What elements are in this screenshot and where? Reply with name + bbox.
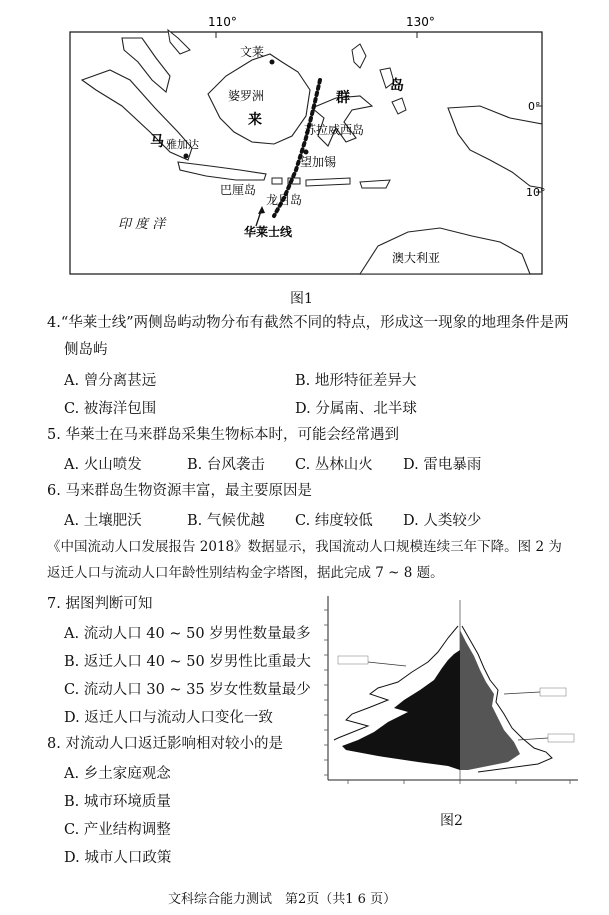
page-footer: 文科综合能力测试 第2页（共1 6 页） [168,892,397,907]
q6-option-d: D. 人类较少 [403,513,482,529]
lat-label-10: 10° [526,186,546,199]
q4-option-b: B. 地形特征差异大 [295,373,417,389]
q4-option-d: D. 分属南、北半球 [295,401,417,417]
label-dao: 岛 [390,78,404,94]
pyramid-figure [308,590,588,795]
map-caption: 图1 [290,291,313,307]
q7-option-a: A. 流动人口 40 ~ 50 岁男性数量最多 [64,626,311,642]
q7-stem: 7. 据图判断可知 [47,596,153,612]
q4-stem-line1: 4.“华莱士线”两侧岛屿动物分布有截然不同的特点，形成这一现象的地理条件是两 [47,315,569,331]
pyramid-caption: 图2 [440,813,463,829]
q8-option-a: A. 乡土家庭观念 [64,766,171,782]
female-returnee-area [460,630,520,770]
lat-label-0: 0° [528,100,541,113]
map-figure [60,10,550,290]
q6-stem: 6. 马来群岛生物资源丰富，最主要原因是 [47,483,312,499]
label-indian-ocean: 印 度 洋 [118,217,166,232]
q8-option-d: D. 城市人口政策 [64,850,172,866]
male-returnee-area [342,650,460,770]
jakarta-dot [184,154,189,159]
q8-option-b: B. 城市环境质量 [64,794,171,810]
makassar-dot [304,150,309,155]
q7-option-d: D. 返迁人口与流动人口变化一致 [64,710,273,726]
q4-stem-line2: 侧岛屿 [64,342,108,358]
q5-option-c: C. 丛林山火 [295,457,373,473]
label-wenlai: 文莱 [240,45,265,59]
label-lombok: 龙目岛 [266,193,303,207]
label-lai: 来 [248,112,262,128]
q5-option-a: A. 火山喷发 [64,457,142,473]
q5-option-d: D. 雷电暴雨 [403,457,482,473]
map-svg [60,10,550,290]
lon-label-110: 110° [208,15,237,29]
q6-option-b: B. 气候优越 [187,513,265,529]
q5-stem: 5. 华莱士在马来群岛采集生物标本时，可能会经常遇到 [47,427,399,443]
label-qun: 群 [336,90,350,106]
intro-line2: 返迁人口与流动人口年龄性别结构金字塔图，据此完成 7 ~ 8 题。 [47,565,444,581]
lon-label-130: 130° [406,15,435,29]
q8-option-c: C. 产业结构调整 [64,822,171,838]
q4-option-a: A. 曾分离甚远 [64,373,157,389]
label-makassar: 望加锡 [300,155,337,169]
label-bali: 巴厘岛 [220,183,257,197]
q5-option-b: B. 台风袭击 [187,457,265,473]
label-poluozhou: 婆罗洲 [228,89,265,103]
q8-stem: 8. 对流动人口返迁影响相对较小的是 [47,736,283,752]
label-ma: 马 [150,134,164,150]
pyramid-y-ticks [324,610,328,775]
q6-option-a: A. 土壤肥沃 [64,513,142,529]
intro-line1: 《中国流动人口发展报告 2018》数据显示，我国流动人口规模连续三年下降。图 2 为 [47,539,562,555]
label-jakarta: 雅加达 [166,138,199,151]
label-sulawesi: 苏拉威西岛 [304,123,365,137]
label-wallace-line: 华莱士线 [244,225,293,239]
label-australia: 澳大利亚 [392,251,441,265]
q4-option-c: C. 被海洋包围 [64,401,157,417]
q7-option-b: B. 返迁人口 40 ~ 50 岁男性比重最大 [64,654,311,670]
brunei-dot [270,60,275,65]
q6-option-c: C. 纬度较低 [295,513,373,529]
pyramid-svg [308,590,588,795]
q7-option-c: C. 流动人口 30 ~ 35 岁女性数量最少 [64,682,311,698]
